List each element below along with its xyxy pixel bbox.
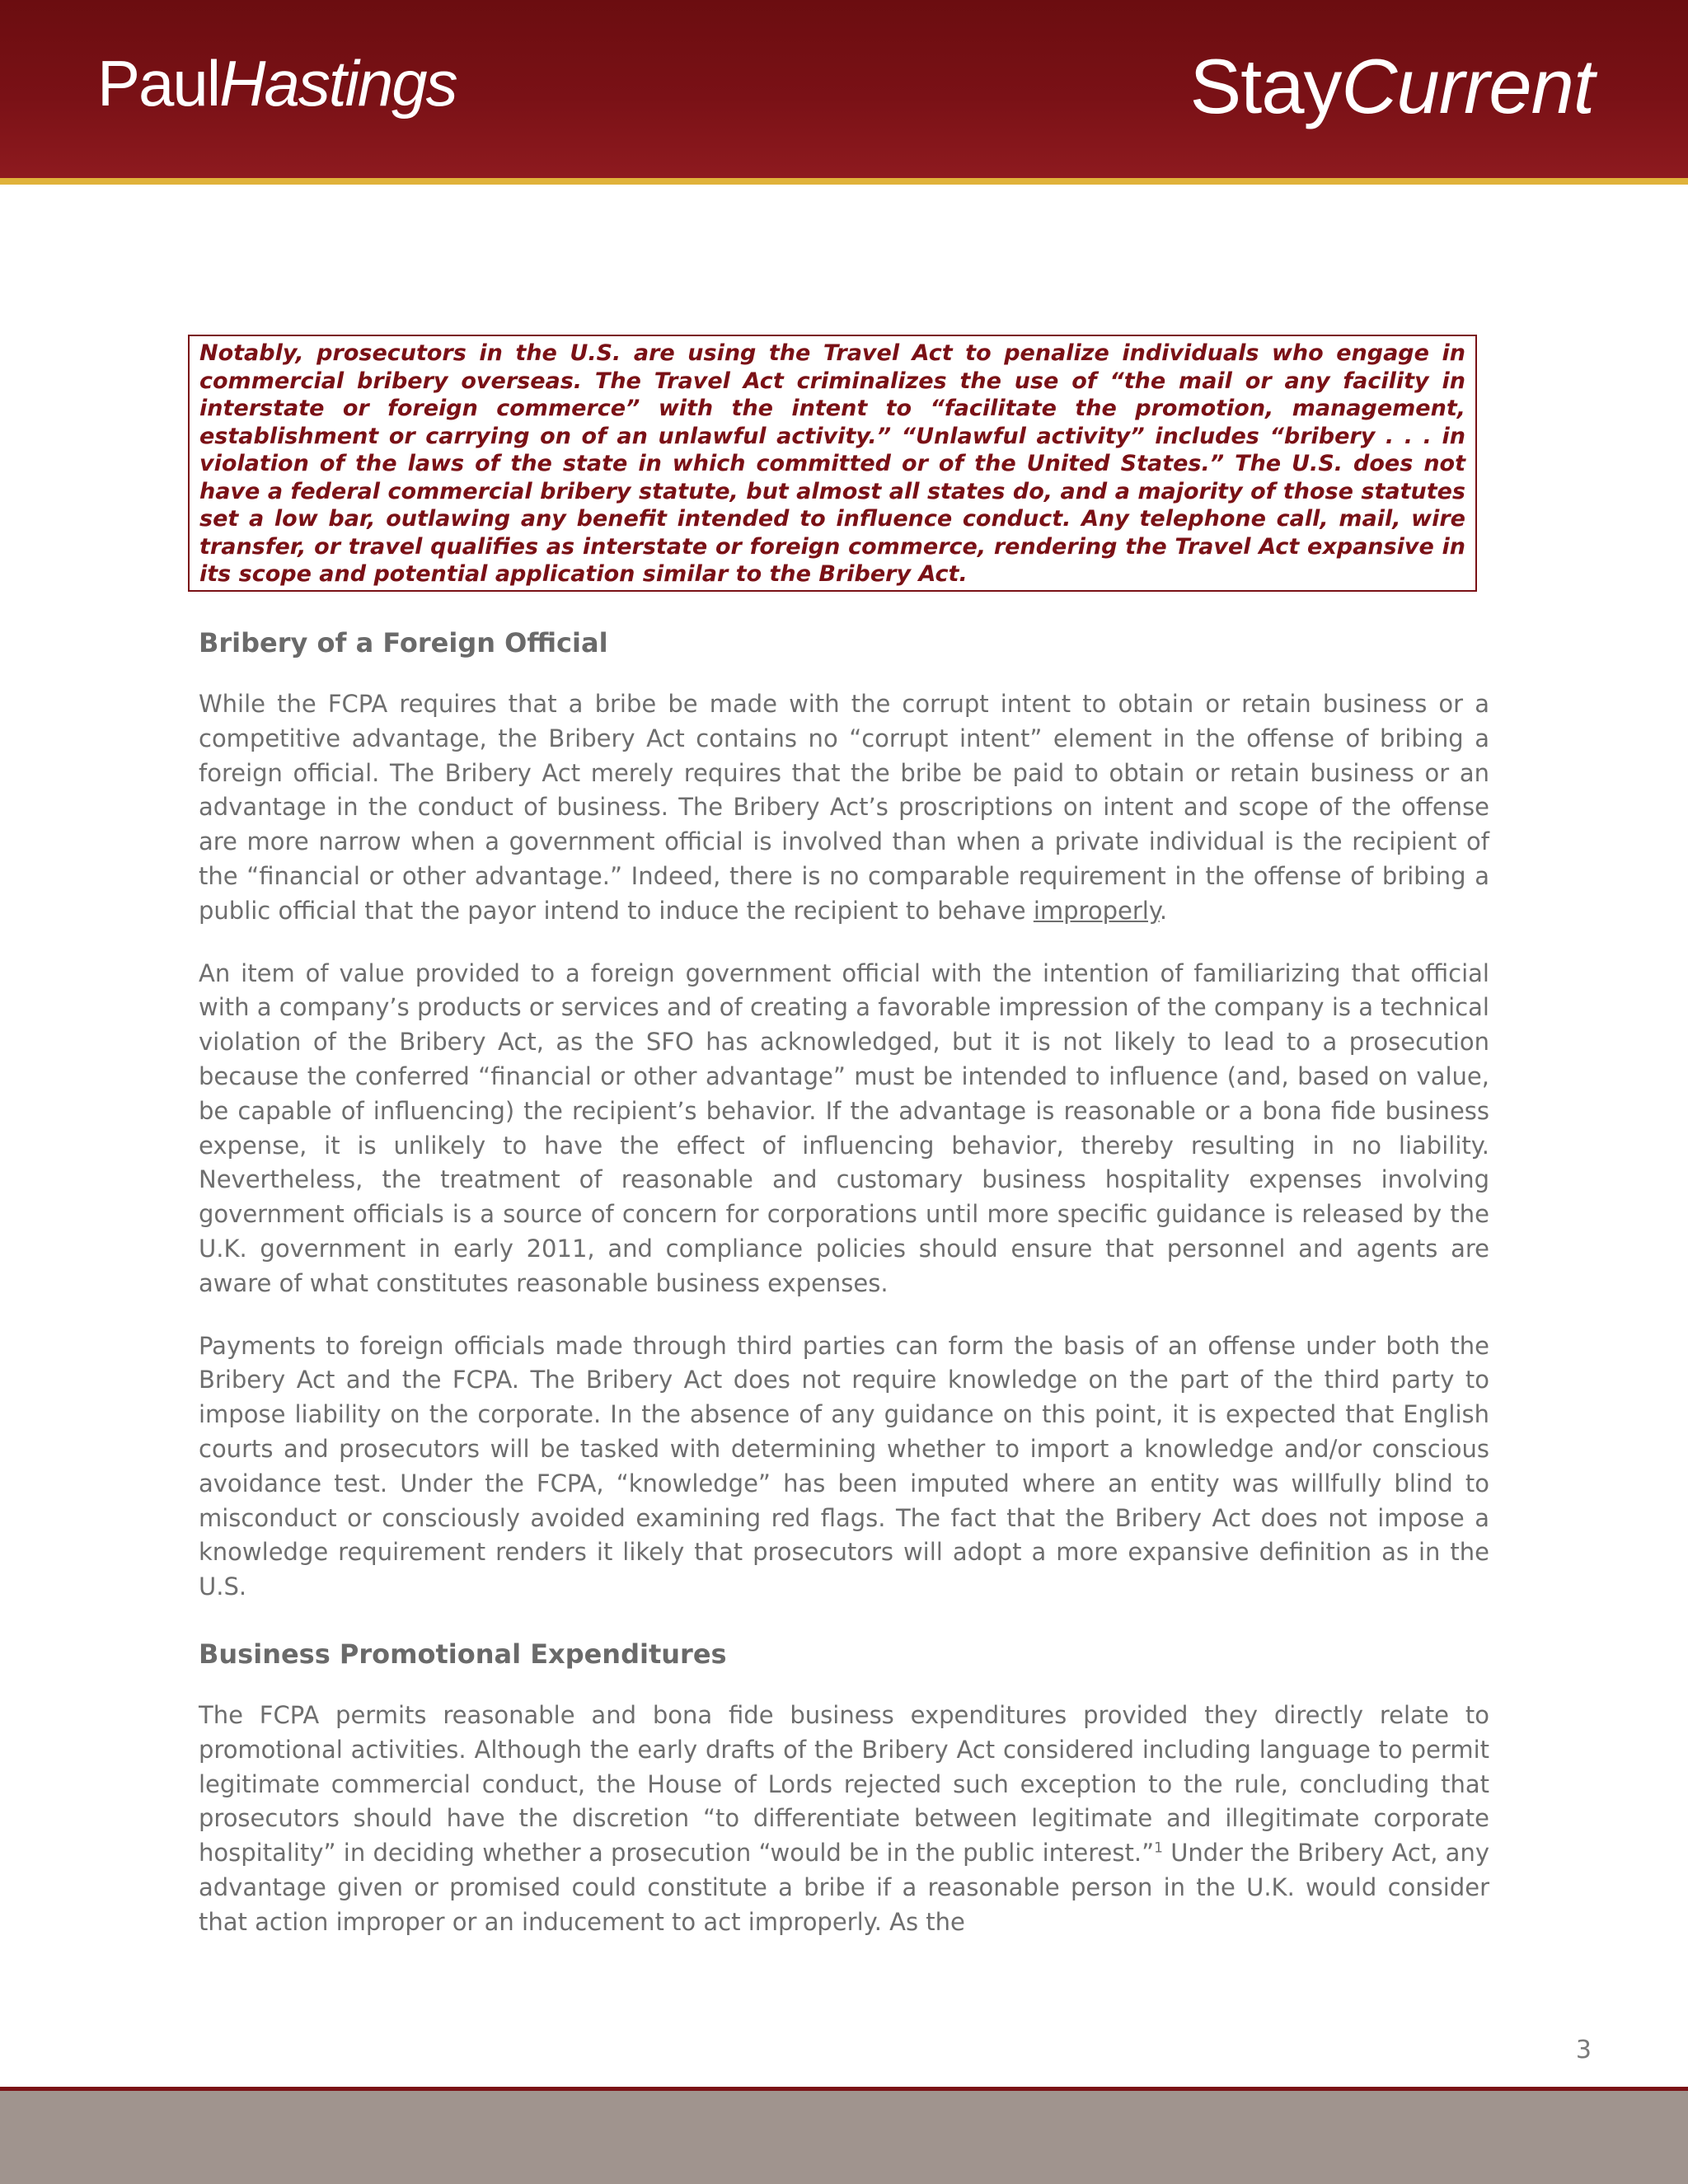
logo-left-italic: Hastings bbox=[219, 47, 457, 120]
logo-right-regular: Stay bbox=[1189, 43, 1342, 129]
heading-business-promotional-expenditures: Business Promotional Expenditures bbox=[199, 1638, 727, 1670]
main-content bbox=[199, 621, 1489, 1940]
paragraph-promotional-continued: Under the Bribery Act, any advantage given or promised could constitute a bribe if a reasonable person in the U.K. would consider that action improper or an inducement to act improperly. As the bbox=[199, 1839, 1489, 1936]
paragraph-third-party-payments: Payments to foreign officials made through third parties can form the basis of an offense under both the Bribery Act and the FCPA. The Bribery Act does not require knowledge on the part of the third party to impose liability on the corporate. In the absence of any guidance on this point, it is expected that English courts and prosecutors will be tasked with determining whether to import a knowledge and/or conscious avoidance test. Under the FCPA, “knowledge” has been imputed where an entity was willfully blind to misconduct or consciously avoided examining red flags. The fact that the Bribery Act does not impose a knowledge requirement renders it likely that prosecutors will adopt a more expansive definition as in the U.S. bbox=[199, 1331, 1489, 1601]
paragraph-fcpa-intent bbox=[199, 687, 1489, 929]
paul-hastings-logo bbox=[97, 47, 457, 120]
header-gold-stripe bbox=[0, 178, 1688, 185]
logo-right-italic: Current bbox=[1341, 43, 1594, 129]
paragraph-item-of-value: An item of value provided to a foreign government official with the intention of familiarizing that official with a company’s products or services and of creating a favorable impression of the company is a technical violation of the Bribery Act, as the SFO has acknowledged, but it is not likely to lead to a prosecution because the conferred “financial or other advantage” must be intended to influence (and, based on value, be capable of influencing) the recipient’s behavior. If the advantage is reasonable or a bona fide business expense, it is unlikely to have the effect of influencing behavior, thereby resulting in no liability. Nevertheless, the treatment of reasonable and customary business hospitality expenses involving government officials is a source of concern for corporations until more specific guidance is released by the U.K. government in early 2011, and compliance policies should ensure that personnel and agents are aware of what constitutes reasonable business expenses. bbox=[199, 958, 1489, 1297]
footnote-marker-1[interactable]: 1 bbox=[1154, 1840, 1163, 1857]
travel-act-callout-box bbox=[188, 335, 1477, 592]
paragraph-promotional-text: The FCPA permits reasonable and bona fide business expenditures provided they directly relate to promotional activities. Although the early drafts of the Bribery Act considered including language to permit legitimate commercial conduct, the House of Lords rejected such exception to the rule, concluding that prosecutors should have the discretion “to differentiate between legitimate and illegitimate corporate hospitality” in deciding whether a prosecution “would be in the public interest.” bbox=[199, 1700, 1489, 1868]
page-number: 3 bbox=[1575, 2036, 1592, 2064]
page-header bbox=[0, 0, 1688, 178]
callout-text: Notably, prosecutors in the U.S. are using the Travel Act to penalize individuals who engage in commercial bribery overseas. The Travel Act criminalizes the use of “the mail or any facility in interstate or foreign commerce” with the intent to “facilitate the promotion, management, establishment or carrying on of an unlawful activity.” “Unlawful activity” includes “bribery . . . in violation of the laws of the state in which committed or of the United States.” The U.S. does not have a federal commercial bribery statute, but almost all states do, and a majority of those statutes set a low bar, outlawing any benefit intended to influence conduct. Any telephone call, mail, wire transfer, or travel qualifies as interstate or foreign commerce, rendering the Travel Act expansive in its scope and potential application similar to the Bribery Act. bbox=[199, 340, 1465, 587]
heading-bribery-foreign-official: Bribery of a Foreign Official bbox=[199, 627, 608, 658]
paragraph-fcpa-intent-end: . bbox=[1159, 896, 1168, 925]
paragraph-promotional-expenditures bbox=[199, 1699, 1489, 1940]
page-footer-bar bbox=[0, 2091, 1688, 2184]
paragraph-fcpa-intent-text: While the FCPA requires that a bribe be made with the corrupt intent to obtain or retain business or a competitive advantage, the Bribery Act contains no “corrupt intent” element in the offense of bribing a foreign official. The Bribery Act merely requires that the bribe be paid to obtain or retain business or an advantage in the conduct of business. The Bribery Act’s proscriptions on intent and scope of the offense are more narrow when a government official is involved than when a private individual is the recipient of the “financial or other advantage.” Indeed, there is no comparable requirement in the offense of bribing a public official that the payor intend to induce the recipient to behave bbox=[199, 690, 1489, 925]
logo-left-regular: Paul bbox=[97, 47, 220, 120]
underlined-improperly: improperly bbox=[1033, 896, 1160, 925]
stay-current-logo bbox=[1189, 43, 1594, 129]
